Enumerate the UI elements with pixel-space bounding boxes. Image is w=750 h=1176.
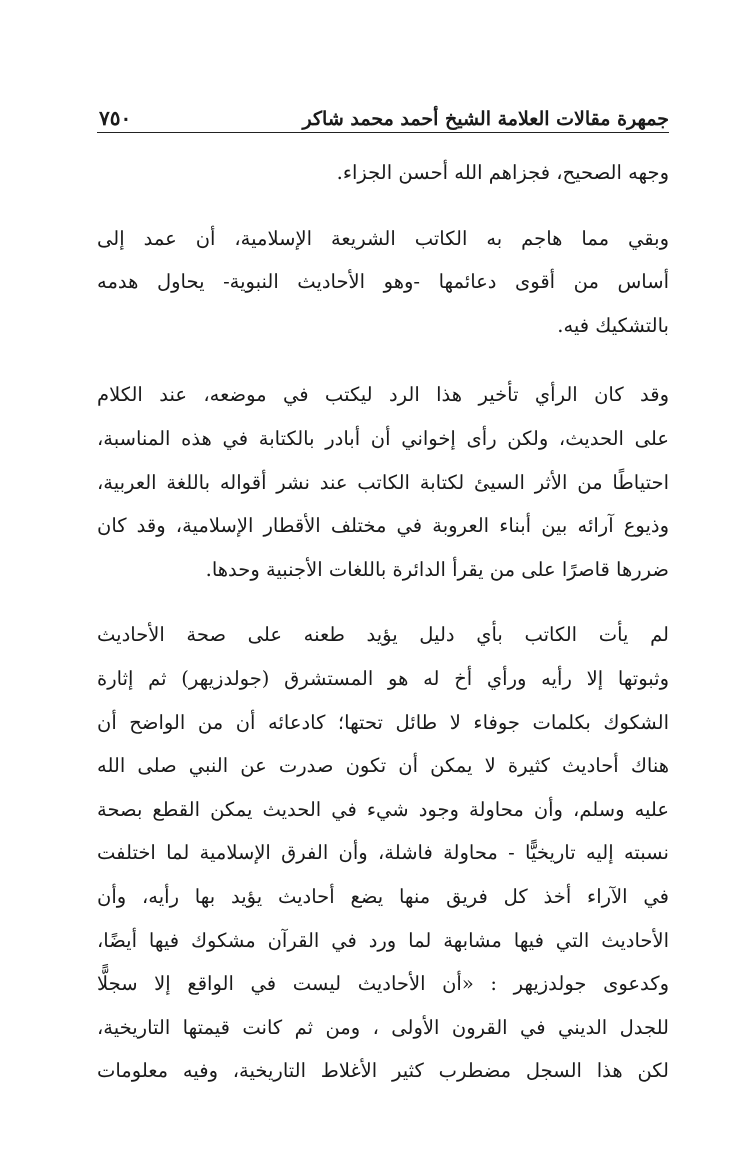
text-line: الشكوك بكلمات جوفاء لا طائل تحتها؛ كادعائه أن من الواضح أن (97, 710, 669, 734)
text-line: لكن هذا السجل مضطرب كثير الأغلاط التاريخية، وفيه معلومات (97, 1059, 669, 1083)
text-line: ضررها قاصرًا على من يقرأ الدائرة باللغات الأجنبية وحدها. (205, 557, 669, 581)
text-line: لم يأت الكاتب بأي دليل يؤيد طعنه على صحة الأحاديث (97, 623, 669, 647)
text-line: وقد كان الرأي تأخير هذا الرد ليكتب في موضعه، عند الكلام (97, 383, 669, 407)
text-line: في الآراء أخذ كل فريق منها يضع أحاديث يؤيد بها رأيه، وأن (97, 884, 669, 908)
paragraph-1 (97, 151, 669, 195)
header-title: جمهرة مقالات العلامة الشيخ أحمد محمد شاكر (302, 108, 669, 130)
page-body (97, 151, 669, 1093)
text-line: وبقي مما هاجم به الكاتب الشريعة الإسلامية، أن عمد إلى (97, 226, 669, 250)
paragraph-4 (97, 613, 669, 1093)
text-line: بالتشكيك فيه. (557, 313, 669, 337)
page-number: ٧٥٠ (99, 106, 132, 130)
book-page (97, 96, 669, 1127)
text-line: عليه وسلم، وأن محاولة وجود شيء في الحديث يمكن القطع بصحة (97, 797, 669, 821)
text-line: أساس من أقوى دعائمها -وهو الأحاديث النبوية- يحاول هدمه (97, 270, 669, 294)
paragraph-3 (97, 373, 669, 591)
text-line: على الحديث، ولكن رأى إخواني أن أبادر بالكتابة في هذه المناسبة، (97, 426, 669, 450)
running-header (97, 96, 669, 133)
text-line: نسبته إليه تاريخيًّا - محاولة فاشلة، وأن الفرق الإسلامية لما اختلفت (97, 841, 669, 865)
paragraph-2 (97, 217, 669, 348)
text-line: احتياطًا من الأثر السيئ لكتابة الكاتب عند نشر أقواله باللغة العربية، (97, 470, 669, 494)
text-line: الأحاديث التي فيها مشابهة لما ورد في القرآن مشكوك فيها أيضًا، (97, 928, 669, 952)
text-line: للجدل الديني في القرون الأولى ، ومن ثم كانت قيمتها التاريخية، (97, 1015, 669, 1039)
text-line: وكدعوى جولدزيهر : «أن الأحاديث ليست في الواقع إلا سجلًّا (97, 972, 669, 996)
text-line: وذيوع آرائه بين أبناء العروبة في مختلف الأقطار الإسلامية، وقد كان (97, 514, 669, 538)
text-line: وجهه الصحيح، فجزاهم الله أحسن الجزاء. (336, 161, 669, 184)
text-line: هناك أحاديث كثيرة لا يمكن أن تكون صدرت عن النبي صلى الله (97, 754, 669, 778)
text-line: وثبوتها إلا رأيه ورأي أخ له هو المستشرق (جولدزيهر) ثم إثارة (97, 666, 669, 690)
